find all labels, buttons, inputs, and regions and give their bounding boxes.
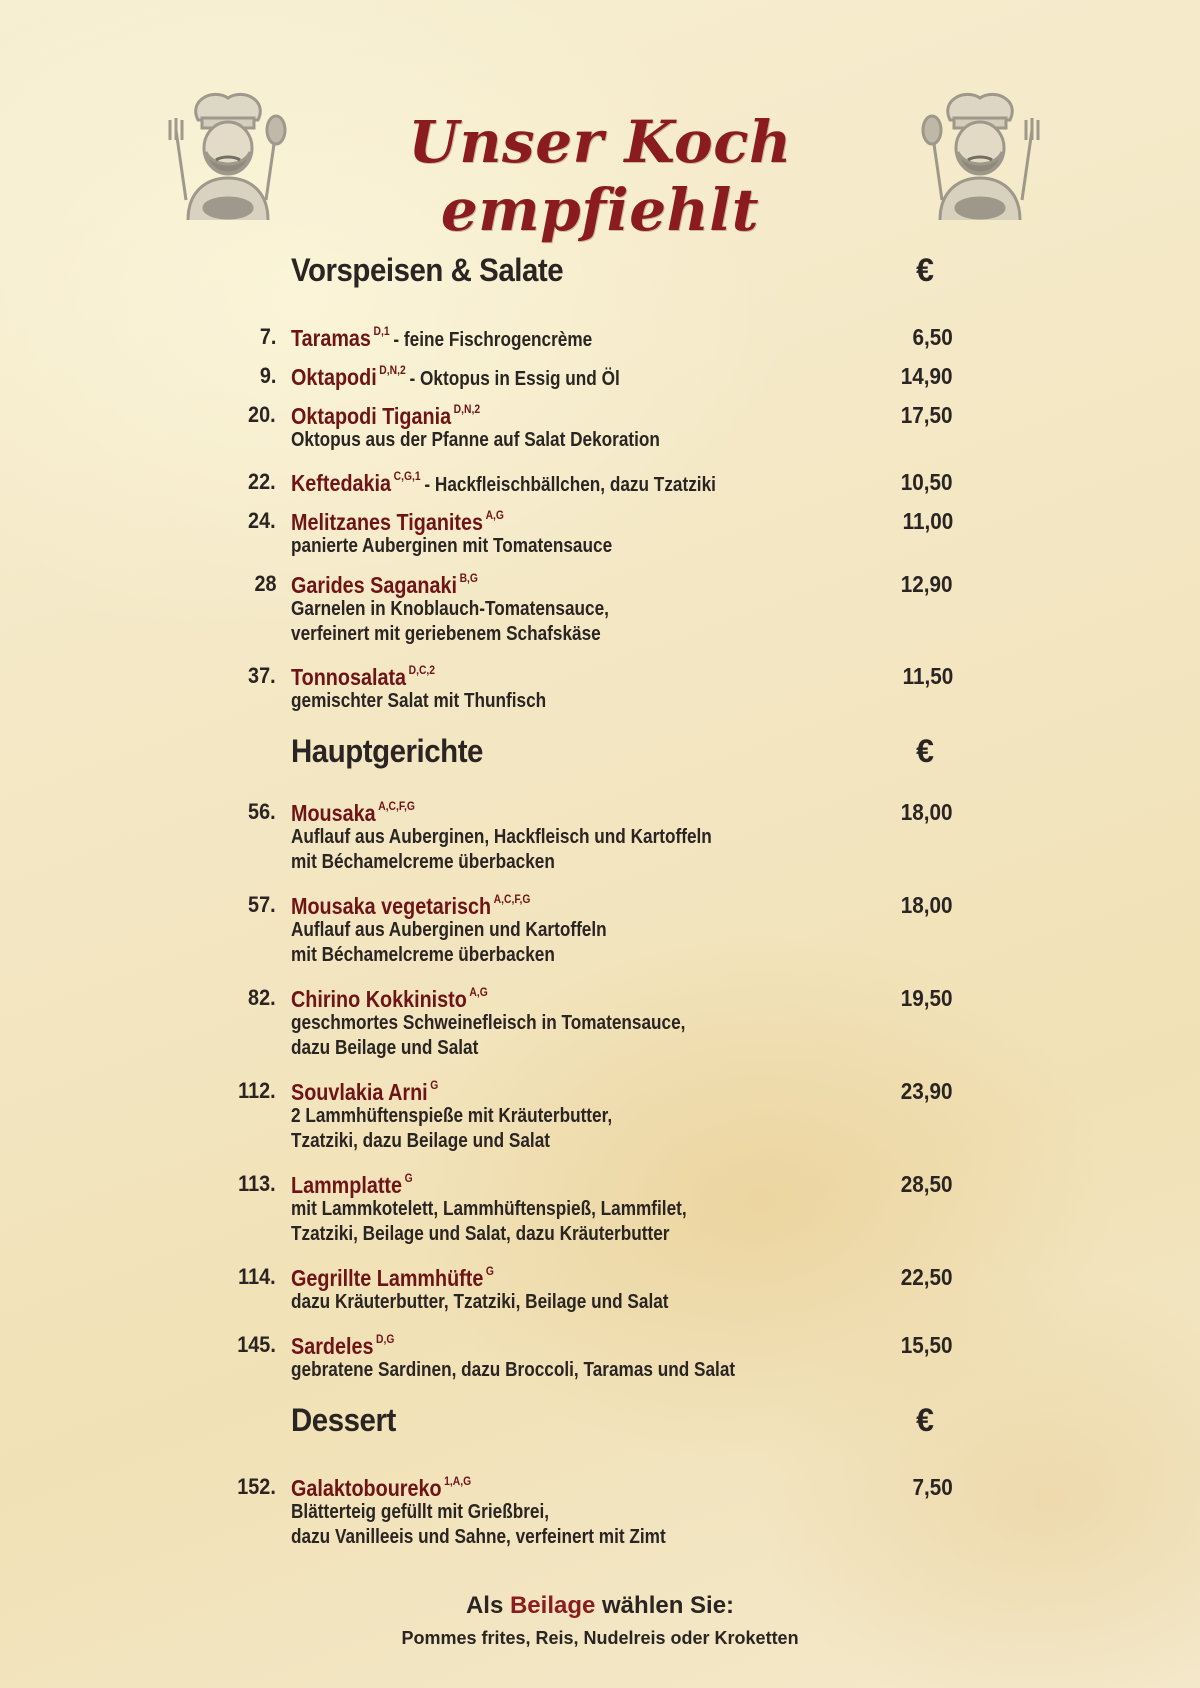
- allergen-codes: A,C,F,G: [378, 799, 415, 813]
- side-dish-suffix: wählen Sie:: [602, 1592, 735, 1619]
- allergen-codes: D,1: [373, 324, 390, 338]
- allergen-codes: D,G: [376, 1332, 395, 1346]
- allergen-codes: C,G,1: [393, 469, 421, 483]
- allergen-codes: A,C,F,G: [493, 892, 531, 906]
- item-description: 2 Lammhüftenspieße mit Kräuterbutter,: [291, 1105, 613, 1127]
- item-description: dazu Beilage und Salat: [291, 1037, 479, 1059]
- item-description: geschmortes Schweinefleisch in Tomatensauce,: [291, 1012, 686, 1034]
- item-description: dazu Vanilleeis und Sahne, verfeinert mit Zimt: [291, 1526, 666, 1548]
- item-name: Oktapodi Tigania: [291, 403, 452, 429]
- item-name: Mousaka: [291, 800, 376, 826]
- item-price: 18,00: [901, 892, 953, 918]
- allergen-codes: D,N,2: [379, 363, 406, 377]
- item-title-line: [291, 402, 480, 430]
- item-number: 22.: [248, 469, 276, 494]
- item-number: 145.: [237, 1332, 276, 1357]
- item-description: mit Béchamelcreme überbacken: [291, 944, 555, 966]
- item-title-line: [291, 1078, 438, 1106]
- item-title-line: [291, 892, 530, 920]
- item-title-line: [291, 1474, 471, 1502]
- item-number: 112.: [238, 1078, 276, 1103]
- item-number: 9.: [259, 363, 276, 388]
- item-name: Melitzanes Tiganites: [291, 509, 484, 535]
- item-title-line: [291, 571, 478, 599]
- section-title: Dessert: [291, 1402, 396, 1438]
- item-description: Garnelen in Knoblauch-Tomatensauce,: [291, 598, 609, 620]
- item-price: 15,50: [901, 1332, 953, 1358]
- allergen-codes: B,G: [459, 571, 478, 585]
- allergen-codes: A,G: [485, 508, 504, 522]
- item-price: 14,90: [901, 363, 953, 389]
- allergen-codes: G: [404, 1171, 413, 1185]
- item-number: 37.: [248, 663, 276, 688]
- item-name: Lammplatte: [291, 1172, 403, 1198]
- item-price: 28,50: [901, 1171, 953, 1197]
- item-price: 11,00: [902, 508, 953, 534]
- item-title-line: [291, 985, 488, 1013]
- page-title: Unser Koch empfiehlt: [408, 108, 792, 244]
- item-price: 6,50: [912, 324, 953, 350]
- item-description: mit Lammkotelett, Lammhüftenspieß, Lammfilet,: [291, 1198, 687, 1220]
- item-description: Tzatziki, dazu Beilage und Salat: [291, 1130, 551, 1152]
- item-title-line: [291, 324, 592, 352]
- allergen-codes: A,G: [469, 985, 488, 999]
- item-name: Chirino Kokkinisto: [291, 986, 467, 1012]
- item-description: mit Béchamelcreme überbacken: [291, 851, 555, 873]
- item-number: 114.: [238, 1264, 276, 1289]
- item-description: Tzatziki, Beilage und Salat, dazu Kräuterbutter: [291, 1223, 670, 1245]
- item-title-line: [291, 469, 716, 497]
- item-price: 12,90: [901, 571, 953, 597]
- item-description: dazu Kräuterbutter, Tzatziki, Beilage und Salat: [291, 1291, 669, 1313]
- item-title-line: [291, 1332, 394, 1360]
- item-number: 7.: [259, 324, 276, 349]
- item-name: Keftedakia: [291, 470, 392, 496]
- chef-icon: [158, 80, 298, 230]
- item-short-description: - Oktopus in Essig und Öl: [409, 368, 620, 390]
- item-price: 22,50: [901, 1264, 953, 1290]
- item-description: Auflauf aus Auberginen, Hackfleisch und Kartoffeln: [291, 826, 712, 848]
- item-name: Mousaka vegetarisch: [291, 893, 492, 919]
- item-description: Blätterteig gefüllt mit Grießbrei,: [291, 1501, 550, 1523]
- item-description: gemischter Salat mit Thunfisch: [291, 690, 547, 712]
- item-number: 20.: [248, 402, 276, 427]
- item-name: Tonnosalata: [291, 664, 407, 690]
- allergen-codes: G: [430, 1078, 439, 1092]
- item-number: 57.: [248, 892, 276, 917]
- side-dish-heading: [0, 1592, 1200, 1620]
- item-description: Auflauf aus Auberginen und Kartoffeln: [291, 919, 607, 941]
- item-price: 11,50: [902, 663, 953, 689]
- item-price: 7,50: [912, 1474, 953, 1500]
- section-title: Vorspeisen & Salate: [291, 252, 564, 288]
- item-description: panierte Auberginen mit Tomatensauce: [291, 535, 613, 557]
- item-number: 152.: [237, 1474, 276, 1499]
- item-number: 56.: [248, 799, 276, 824]
- item-price: 18,00: [901, 799, 953, 825]
- item-name: Garides Saganaki: [291, 572, 458, 598]
- allergen-codes: D,C,2: [408, 663, 436, 677]
- item-name: Galaktoboureko: [291, 1475, 442, 1501]
- section-title: Hauptgerichte: [291, 733, 483, 769]
- item-title-line: [291, 363, 620, 391]
- item-short-description: - feine Fischrogencrème: [393, 329, 593, 351]
- item-price: 19,50: [901, 985, 953, 1011]
- item-number: 113.: [238, 1171, 276, 1196]
- item-title-line: [291, 663, 435, 691]
- item-title-line: [291, 799, 415, 827]
- item-description: gebratene Sardinen, dazu Broccoli, Taramas und Salat: [291, 1359, 736, 1381]
- item-description: verfeinert mit geriebenem Schafskäse: [291, 623, 601, 645]
- menu-header: [0, 72, 1200, 244]
- item-name: Gegrillte Lammhüfte: [291, 1265, 484, 1291]
- side-dish-highlight: Beilage: [509, 1592, 596, 1619]
- item-title-line: [291, 508, 504, 536]
- side-dish-prefix: Als: [465, 1592, 504, 1619]
- item-title-line: [291, 1264, 494, 1292]
- currency-label: €: [916, 1402, 934, 1438]
- item-name: Taramas: [291, 325, 371, 351]
- item-short-description: - Hackfleischbällchen, dazu Tzatziki: [424, 474, 716, 496]
- item-name: Oktapodi: [291, 364, 377, 390]
- item-name: Sardeles: [291, 1333, 374, 1359]
- currency-label: €: [916, 252, 934, 288]
- item-name: Souvlakia Arni: [291, 1079, 428, 1105]
- item-number: 24.: [248, 508, 276, 533]
- allergen-codes: 1,A,G: [444, 1474, 472, 1488]
- chef-icon: [910, 80, 1050, 230]
- item-description: Oktopus aus der Pfanne auf Salat Dekoration: [291, 429, 660, 451]
- allergen-codes: D,N,2: [453, 402, 481, 416]
- item-number: 28: [253, 571, 276, 596]
- item-price: 10,50: [901, 469, 953, 495]
- item-price: 23,90: [901, 1078, 953, 1104]
- currency-label: €: [916, 733, 934, 769]
- item-number: 82.: [248, 985, 276, 1010]
- item-price: 17,50: [901, 402, 953, 428]
- allergen-codes: G: [485, 1264, 494, 1278]
- side-dish-options: Pommes frites, Reis, Nudelreis oder Kroketten: [401, 1628, 799, 1648]
- item-title-line: [291, 1171, 413, 1199]
